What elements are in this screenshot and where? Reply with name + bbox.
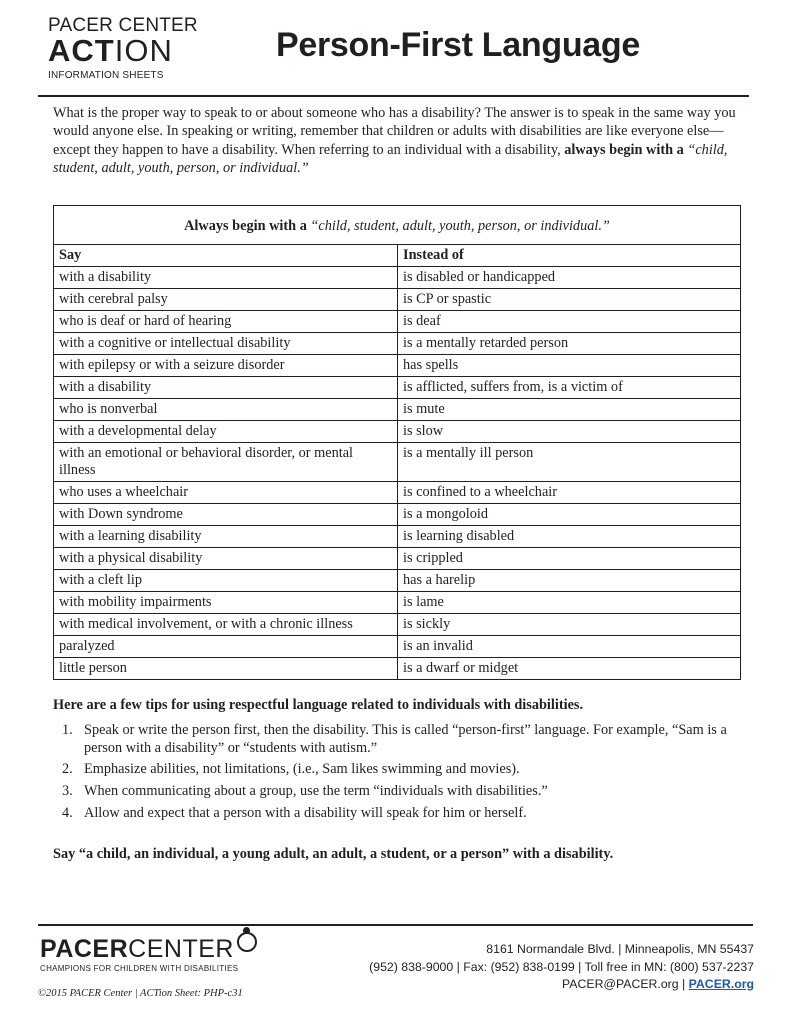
caption-bold: Always begin with a xyxy=(184,218,307,234)
intro-text: What is the proper way to speak to or about someone who has a disability? The answer is to speak in the same way you would anyone else. In speaking or writing, remember that children or adults with disabilities are like everyone else—except they happen to have a disability. When referring to an individual with a disability, xyxy=(53,105,736,158)
tip-number: 4. xyxy=(62,804,73,821)
table-row xyxy=(54,266,740,288)
instead-of-cell: is confined to a wheelchair xyxy=(403,484,558,500)
footer-divider xyxy=(38,924,753,926)
say-cell: with epilepsy or with a seizure disorder xyxy=(54,355,398,376)
say-cell: with a disability xyxy=(54,377,398,398)
pacer-center-logo xyxy=(40,936,257,973)
instead-of-cell: is a dwarf or midget xyxy=(403,660,519,676)
brand-line-2 xyxy=(48,33,208,68)
logo-bold: PACER xyxy=(40,935,129,963)
tip-text: Emphasize abilities, not limitations, (i.e., Sam likes swimming and movies). xyxy=(84,761,520,778)
instead-of-cell: is CP or spastic xyxy=(403,291,492,307)
instead-of-cell: is crippled xyxy=(403,550,463,566)
logo-light: CENTER xyxy=(128,935,234,963)
phone-line: (952) 838-9000 | Fax: (952) 838-0199 | Toll free in MN: (800) 537-2237 xyxy=(369,959,754,974)
caption-italic: “child, student, adult, youth, person, or individual.” xyxy=(310,218,610,234)
contact-block xyxy=(369,941,754,994)
brand-line-1: PACER CENTER xyxy=(48,15,198,36)
copyright: ©2015 PACER Center | ACTion Sheet: PHP-c31 xyxy=(38,988,243,999)
page-title: Person-First Language xyxy=(276,26,640,64)
table-row xyxy=(54,635,740,657)
intro-paragraph xyxy=(53,104,753,178)
say-cell: with medical involvement, or with a chronic illness xyxy=(54,614,398,635)
instead-of-cell: is learning disabled xyxy=(403,528,515,544)
table-row xyxy=(54,503,740,525)
table-row xyxy=(54,420,740,442)
instead-of-cell: is mute xyxy=(403,401,445,417)
brand-action-light: ION xyxy=(114,33,173,68)
intro-bold: always begin with a xyxy=(564,141,684,158)
table-row xyxy=(54,569,740,591)
pacer-figure-icon xyxy=(237,932,257,952)
instead-of-cell: is afflicted, suffers from, is a victim of xyxy=(403,379,623,395)
say-cell: with a developmental delay xyxy=(54,421,398,442)
brand-action-bold: ACT xyxy=(48,33,115,68)
instead-of-cell: is lame xyxy=(403,594,444,610)
say-cell: with a disability xyxy=(54,267,398,288)
tips-heading: Here are a few tips for using respectful language related to individuals with disabilities. xyxy=(53,697,584,713)
brand-line-3: INFORMATION SHEETS xyxy=(48,70,164,81)
instead-of-cell: has spells xyxy=(403,357,459,373)
link-separator: | xyxy=(678,977,689,991)
say-cell: who is deaf or hard of hearing xyxy=(54,311,398,332)
instead-of-cell: is a mentally retarded person xyxy=(403,335,569,351)
table-row xyxy=(54,481,740,503)
say-cell: who uses a wheelchair xyxy=(54,482,398,503)
table-body xyxy=(54,245,740,679)
tip-item xyxy=(62,722,742,757)
instead-of-cell: is slow xyxy=(403,423,444,439)
instead-of-cell: is an invalid xyxy=(403,638,473,654)
tips-list xyxy=(62,722,742,827)
address-line: 8161 Normandale Blvd. | Minneapolis, MN 55437 xyxy=(486,942,754,956)
instead-of-cell: is a mentally ill person xyxy=(403,445,534,461)
say-cell: with mobility impairments xyxy=(54,592,398,613)
table-row xyxy=(54,332,740,354)
tip-number: 1. xyxy=(62,722,73,738)
web-line xyxy=(369,976,754,994)
table-row xyxy=(54,442,740,481)
intro-italic: “child, student, adult, youth, person, or individual.” xyxy=(53,141,728,177)
table-header-row xyxy=(54,245,740,266)
closing-statement: Say “a child, an individual, a young adult, an adult, a student, or a person” with a disability. xyxy=(53,846,614,862)
table-row xyxy=(54,376,740,398)
tip-text: When communicating about a group, use the term “individuals with disabilities.” xyxy=(84,783,548,800)
table-row xyxy=(54,288,740,310)
tip-item xyxy=(62,805,742,823)
tip-text: Allow and expect that a person with a disability will speak for him or herself. xyxy=(84,804,527,821)
say-cell: with a cognitive or intellectual disability xyxy=(54,333,398,354)
table-row xyxy=(54,547,740,569)
say-cell: with an emotional or behavioral disorder, or mental illness xyxy=(54,443,398,481)
say-cell: with cerebral palsy xyxy=(54,289,398,310)
say-cell: with a physical disability xyxy=(54,548,398,569)
logo-tagline: CHAMPIONS FOR CHILDREN WITH DISABILITIES xyxy=(40,964,239,973)
table-row xyxy=(54,398,740,420)
instead-of-cell: has a harelip xyxy=(403,572,476,588)
tip-number: 2. xyxy=(62,761,73,778)
tip-number: 3. xyxy=(62,783,73,800)
table-caption xyxy=(54,206,740,245)
column-header-say: Say xyxy=(54,245,398,266)
say-cell: with a cleft lip xyxy=(54,570,398,591)
instead-of-cell: is disabled or handicapped xyxy=(403,269,556,285)
table-row xyxy=(54,657,740,679)
table-row xyxy=(54,354,740,376)
tip-item xyxy=(62,761,742,779)
tip-text: Speak or write the person first, then the disability. This is called “person-first” language. For example, “Sam is a person with a disability” or “students with autism.” xyxy=(84,722,727,756)
say-cell: who is nonverbal xyxy=(54,399,398,420)
say-cell: with a learning disability xyxy=(54,526,398,547)
say-cell: paralyzed xyxy=(54,636,398,657)
column-header-instead-of: Instead of xyxy=(403,247,464,263)
header-divider xyxy=(38,95,749,97)
website-link[interactable]: PACER.org xyxy=(688,977,754,991)
email-link[interactable]: PACER@PACER.org xyxy=(562,977,679,991)
say-cell: little person xyxy=(54,658,398,679)
table-row xyxy=(54,310,740,332)
logo-wordmark xyxy=(40,936,257,962)
table-row xyxy=(54,613,740,635)
instead-of-cell: is deaf xyxy=(403,313,441,329)
table-row xyxy=(54,525,740,547)
say-cell: with Down syndrome xyxy=(54,504,398,525)
language-table xyxy=(53,205,741,680)
tip-item xyxy=(62,783,742,801)
instead-of-cell: is a mongoloid xyxy=(403,506,488,522)
table-row xyxy=(54,591,740,613)
pacer-action-logo xyxy=(48,16,208,82)
instead-of-cell: is sickly xyxy=(403,616,451,632)
